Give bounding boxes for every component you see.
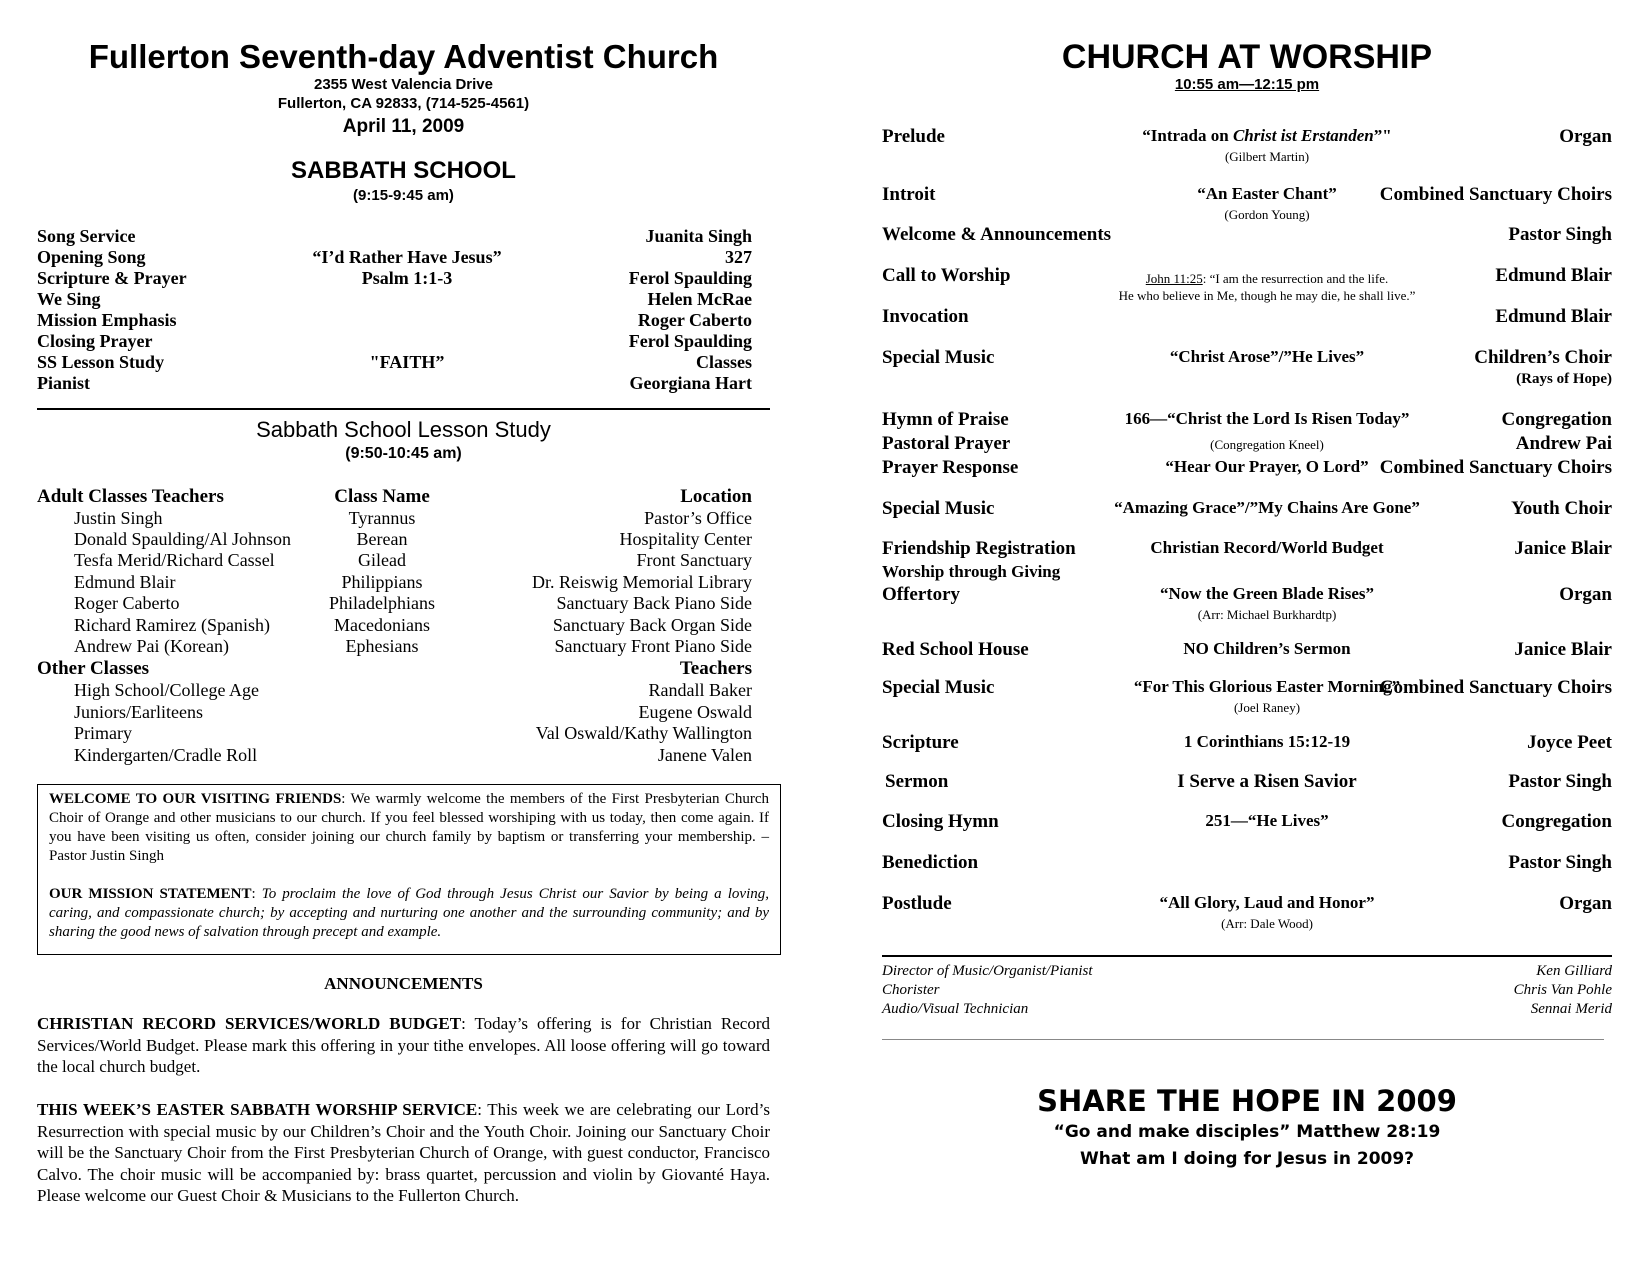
sermon-title: I Serve a Risen Savior bbox=[1177, 771, 1357, 792]
ss-person: Roger Caberto bbox=[637, 310, 752, 330]
ss-item: We Sing bbox=[37, 289, 101, 309]
order-subnote: (Gilbert Martin) bbox=[1224, 149, 1310, 164]
order-detail: NO Children’s Sermon bbox=[1183, 639, 1351, 658]
staff-bottom-divider bbox=[882, 1039, 1604, 1040]
ss-person: Georgiana Hart bbox=[629, 373, 752, 393]
other-class-row bbox=[37, 745, 770, 767]
class-name: Tyrannus bbox=[348, 508, 416, 528]
order-person: Organ bbox=[1559, 126, 1612, 147]
order-detail: (Congregation Kneel) bbox=[1210, 437, 1324, 452]
order-label: Invocation bbox=[882, 306, 969, 327]
other-class-teacher: Janene Valen bbox=[657, 745, 752, 765]
order-label: Call to Worship bbox=[882, 265, 1011, 286]
class-location: Sanctuary Back Piano Side bbox=[556, 593, 752, 613]
class-teacher: Tesfa Merid/Richard Cassel bbox=[74, 550, 275, 570]
order-person-subnote: (Rays of Hope) bbox=[1516, 371, 1612, 387]
detail-part: “Intrada on bbox=[1142, 126, 1233, 145]
ss-person: Helen McRae bbox=[647, 289, 752, 309]
announcement-offering-label: CHRISTIAN RECORD SERVICES/WORLD BUDGET bbox=[37, 1014, 462, 1033]
announcements-title: ANNOUNCEMENTS bbox=[324, 974, 483, 993]
order-detail: “Christ Arose”/”He Lives” bbox=[1169, 347, 1365, 366]
order-label: Special Music bbox=[882, 347, 995, 368]
order-person: Andrew Pai bbox=[1515, 433, 1612, 454]
bulletin-date: April 11, 2009 bbox=[342, 116, 465, 137]
order-person: Combined Sanctuary Choirs bbox=[1379, 457, 1612, 478]
welcome-mission-box bbox=[37, 784, 781, 955]
adult-class-row bbox=[37, 593, 770, 615]
mission-separator: : bbox=[251, 886, 262, 902]
class-teacher: Richard Ramirez (Spanish) bbox=[74, 615, 270, 635]
other-class-name: High School/College Age bbox=[74, 680, 259, 700]
other-class-row bbox=[37, 702, 770, 724]
ss-row bbox=[37, 226, 770, 248]
class-location: Sanctuary Front Piano Side bbox=[554, 636, 752, 656]
staff-row bbox=[882, 982, 1612, 1001]
call-verse-line2: He who believe in Me, though he may die, he shall live.” bbox=[1118, 288, 1416, 303]
order-detail: “An Easter Chant” bbox=[1197, 184, 1337, 203]
staff-role: Audio/Visual Technician bbox=[882, 1001, 1029, 1017]
order-label: Introit bbox=[882, 184, 936, 205]
mission-label: OUR MISSION STATEMENT bbox=[49, 886, 252, 902]
sabbath-school-title: SABBATH SCHOOL bbox=[291, 157, 516, 184]
other-class-name: Juniors/Earliteens bbox=[74, 702, 203, 722]
other-class-name: Kindergarten/Cradle Roll bbox=[74, 745, 258, 765]
ss-item: Closing Prayer bbox=[37, 331, 153, 351]
welcome-label: WELCOME TO OUR VISITING FRIENDS bbox=[49, 791, 342, 807]
ss-row bbox=[37, 289, 770, 311]
other-classes-header bbox=[37, 658, 770, 680]
header-class-name: Class Name bbox=[334, 486, 430, 507]
class-name: Berean bbox=[356, 529, 408, 549]
order-person: Combined Sanctuary Choirs bbox=[1379, 677, 1612, 698]
class-location: Pastor’s Office bbox=[644, 508, 752, 528]
header-other-teachers: Teachers bbox=[679, 658, 752, 679]
order-label: Scripture bbox=[882, 732, 959, 753]
order-person: Edmund Blair bbox=[1495, 265, 1612, 286]
staff-role: Chorister bbox=[882, 982, 940, 998]
other-class-teacher: Val Oswald/Kathy Wallington bbox=[535, 723, 752, 743]
other-class-row bbox=[37, 680, 770, 702]
class-teacher: Roger Caberto bbox=[74, 593, 180, 613]
header-teachers: Adult Classes Teachers bbox=[37, 486, 224, 507]
class-teacher: Edmund Blair bbox=[74, 572, 176, 592]
order-label: Postlude bbox=[882, 893, 952, 914]
staff-row bbox=[882, 963, 1612, 982]
order-subnote: (Joel Raney) bbox=[1233, 700, 1301, 715]
verse-text: : “I am the resurrection and the life. bbox=[1202, 271, 1389, 286]
staff-name: Sennai Merid bbox=[1530, 1001, 1612, 1017]
order-detail: “All Glory, Laud and Honor” bbox=[1159, 893, 1375, 912]
order-person: Congregation bbox=[1501, 811, 1612, 832]
order-person: Joyce Peet bbox=[1527, 732, 1612, 753]
order-subnote: (Arr: Michael Burkhardtp) bbox=[1197, 607, 1337, 622]
ss-person: Ferol Spaulding bbox=[628, 331, 752, 351]
ss-item: Scripture & Prayer bbox=[37, 268, 187, 288]
order-detail: Christian Record/World Budget bbox=[1150, 538, 1384, 557]
adult-class-row bbox=[37, 615, 770, 637]
mission-text: To proclaim the love of God through Jesus Christ our Savior by being a loving, caring, and compassionate church; by accepting and nurturing one another and the surrounding community; and by sharing the good news of salvation through precept and example. bbox=[49, 886, 770, 940]
ss-person: Classes bbox=[695, 352, 752, 372]
order-detail: “Amazing Grace”/”My Chains Are Gone” bbox=[1114, 498, 1420, 517]
announcement-easter-text: : This week we are celebrating our Lord’s Resurrection with special music by our Children’s Choir and the Youth Choir. Joining our Sanctuary Choir will be the Sanctuary Choir from the First Presbyterian Church of Orange, with guest conductor, Francisco Calvo. The choir music will be accompanied by: brass quartet, percussion and violin by Giovanté Haya. Please welcome our Guest Choir & Musicians to the Fullerton Church. bbox=[37, 1100, 770, 1205]
order-label: Closing Hymn bbox=[882, 811, 999, 832]
order-subnote: (Arr: Dale Wood) bbox=[1221, 916, 1313, 931]
class-teacher: Andrew Pai (Korean) bbox=[74, 636, 229, 656]
ss-detail: "FAITH” bbox=[369, 352, 445, 372]
order-person: Pastor Singh bbox=[1508, 852, 1612, 873]
share-hope-title: SHARE THE HOPE IN 2009 bbox=[1037, 1084, 1457, 1118]
other-class-name: Primary bbox=[74, 723, 132, 743]
section-divider bbox=[37, 408, 770, 410]
order-label: Special Music bbox=[882, 677, 995, 698]
order-label: Prayer Response bbox=[882, 457, 1019, 478]
class-location: Front Sanctuary bbox=[636, 550, 752, 570]
order-label: Special Music bbox=[882, 498, 995, 519]
other-class-teacher: Randall Baker bbox=[648, 680, 752, 700]
class-name: Philippians bbox=[341, 572, 423, 592]
ss-detail: “I’d Rather Have Jesus” bbox=[312, 247, 502, 267]
detail-part: ”" bbox=[1373, 126, 1392, 145]
order-label: Friendship Registration bbox=[882, 538, 1076, 559]
staff-divider bbox=[882, 955, 1612, 957]
ss-row bbox=[37, 247, 770, 269]
order-label: Benediction bbox=[882, 852, 979, 873]
staff-name: Ken Gilliard bbox=[1536, 963, 1612, 979]
order-detail: “Now the Green Blade Rises” bbox=[1159, 584, 1375, 603]
worship-time: 10:55 am—12:15 pm bbox=[1174, 76, 1320, 93]
order-label: Pastoral Prayer bbox=[882, 433, 1011, 454]
order-detail: 1 Corinthians 15:12-19 bbox=[1183, 732, 1351, 751]
order-label: Welcome & Announcements bbox=[882, 224, 1112, 245]
lesson-study-title: Sabbath School Lesson Study bbox=[256, 417, 551, 442]
order-person: Organ bbox=[1559, 893, 1612, 914]
staff-row bbox=[882, 1001, 1612, 1020]
order-subnote: (Gordon Young) bbox=[1224, 207, 1310, 222]
header-other-classes: Other Classes bbox=[37, 658, 150, 679]
class-location: Hospitality Center bbox=[619, 529, 752, 549]
order-person: Pastor Singh bbox=[1508, 224, 1612, 245]
order-person: Janice Blair bbox=[1514, 639, 1612, 660]
class-name: Macedonians bbox=[334, 615, 430, 635]
order-person: Edmund Blair bbox=[1495, 306, 1612, 327]
detail-italic: Christ ist Erstanden bbox=[1232, 126, 1374, 145]
church-city-phone: Fullerton, CA 92833, (714-525-4561) bbox=[277, 95, 530, 112]
announcement-offering bbox=[37, 1013, 770, 1078]
ss-person: Ferol Spaulding bbox=[628, 268, 752, 288]
adult-class-row bbox=[37, 550, 770, 572]
announcement-easter bbox=[37, 1099, 770, 1207]
order-person: Children’s Choir bbox=[1474, 347, 1612, 368]
adult-class-row bbox=[37, 508, 770, 530]
adult-class-row bbox=[37, 636, 770, 658]
order-person: Pastor Singh bbox=[1508, 771, 1612, 792]
header-location: Location bbox=[680, 486, 752, 507]
ss-item: Song Service bbox=[37, 226, 136, 246]
order-label: Hymn of Praise bbox=[882, 409, 1009, 430]
class-name: Gilead bbox=[358, 550, 406, 570]
mission-paragraph bbox=[49, 885, 769, 942]
share-hope-verse: “Go and make disciples” Matthew 28:19 bbox=[1053, 1122, 1441, 1142]
announcement-easter-label: THIS WEEK’S EASTER SABBATH WORSHIP SERVICE bbox=[37, 1100, 478, 1119]
class-location: Dr. Reiswig Memorial Library bbox=[532, 572, 752, 592]
order-person: Combined Sanctuary Choirs bbox=[1379, 184, 1612, 205]
order-person: Organ bbox=[1559, 584, 1612, 605]
order-detail: 251—“He Lives” bbox=[1205, 811, 1329, 830]
call-verse-line1 bbox=[1037, 271, 1497, 287]
ss-row bbox=[37, 268, 770, 290]
church-address: 2355 West Valencia Drive bbox=[313, 76, 493, 93]
ss-person: Juanita Singh bbox=[645, 226, 752, 246]
class-teacher: Donald Spaulding/Al Johnson bbox=[74, 529, 292, 549]
order-label: Red School House bbox=[882, 639, 1029, 660]
class-name: Ephesians bbox=[345, 636, 419, 656]
ss-item: Mission Emphasis bbox=[37, 310, 177, 330]
ss-detail: Psalm 1:1-3 bbox=[361, 268, 453, 288]
adult-classes-header bbox=[37, 486, 770, 508]
order-label: Worship through Giving bbox=[882, 562, 1061, 581]
class-location: Sanctuary Back Organ Side bbox=[552, 615, 752, 635]
scripture-reference: John 11:25 bbox=[1145, 271, 1203, 286]
church-name: Fullerton Seventh-day Adventist Church bbox=[88, 38, 719, 75]
order-label: Sermon bbox=[885, 771, 949, 792]
worship-title: CHURCH AT WORSHIP bbox=[1061, 38, 1433, 76]
lesson-study-time: (9:50-10:45 am) bbox=[345, 445, 462, 462]
ss-item: SS Lesson Study bbox=[37, 352, 165, 372]
class-teacher: Justin Singh bbox=[74, 508, 163, 528]
welcome-text: : We warmly welcome the members of the First Presbyterian Church Choir of Orange and other musicians to our church. If you feel blessed worshiping with us today, then come again. If you have been visiting us often, consider joining our church family by baptism or transferring your membership. –Pastor Justin Singh bbox=[49, 791, 770, 864]
other-class-row bbox=[37, 723, 770, 745]
staff-role: Director of Music/Organist/Pianist bbox=[882, 963, 1093, 979]
adult-class-row bbox=[37, 529, 770, 551]
class-name: Philadelphians bbox=[329, 593, 435, 613]
ss-item: Pianist bbox=[37, 373, 91, 393]
order-detail bbox=[1037, 126, 1497, 146]
adult-class-row bbox=[37, 572, 770, 594]
order-person: Congregation bbox=[1501, 409, 1612, 430]
order-label: Offertory bbox=[882, 584, 961, 605]
welcome-paragraph bbox=[49, 790, 769, 866]
other-class-teacher: Eugene Oswald bbox=[638, 702, 752, 722]
share-hope-question: What am I doing for Jesus in 2009? bbox=[1079, 1149, 1415, 1169]
order-detail: 166—“Christ the Lord Is Risen Today” bbox=[1124, 409, 1410, 428]
ss-row bbox=[37, 310, 770, 332]
order-person: Janice Blair bbox=[1514, 538, 1612, 559]
ss-row bbox=[37, 352, 770, 374]
ss-person: 327 bbox=[725, 247, 752, 267]
order-detail: “For This Glorious Easter Morning” bbox=[1133, 677, 1401, 696]
ss-row bbox=[37, 373, 770, 395]
ss-item: Opening Song bbox=[37, 247, 146, 267]
order-label: Prelude bbox=[882, 126, 945, 147]
sabbath-school-time: (9:15-9:45 am) bbox=[353, 187, 454, 204]
order-person: Youth Choir bbox=[1511, 498, 1612, 519]
order-detail: “Hear Our Prayer, O Lord” bbox=[1165, 457, 1369, 476]
staff-name: Chris Van Pohle bbox=[1513, 982, 1612, 998]
ss-row bbox=[37, 331, 770, 353]
announcement-offering-text: : Today’s offering is for Christian Record Services/World Budget. Please mark this offering in your tithe envelopes. All loose offering will go toward the local church budget. bbox=[37, 1014, 771, 1076]
